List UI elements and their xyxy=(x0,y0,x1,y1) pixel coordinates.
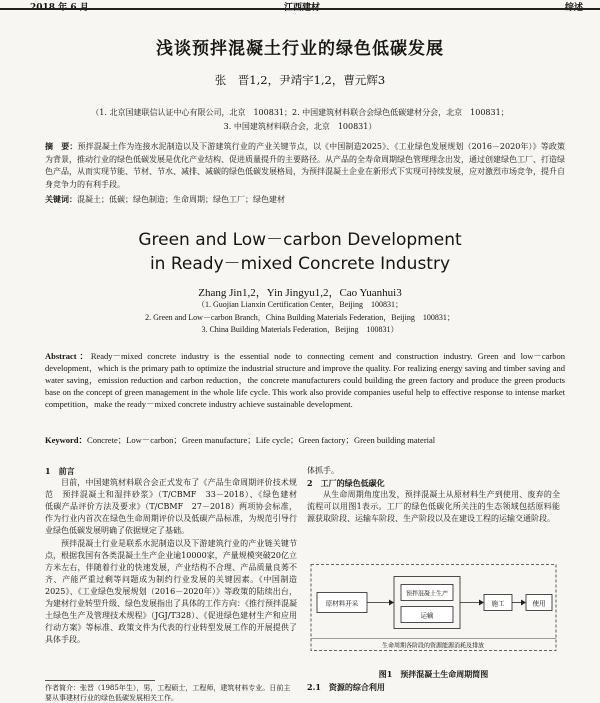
abstract-text: Ready－mixed concrete industry is the essential node to connecting cement and construction industry. Green and low－carbon development，which is the primary path to optimize the industrial structure and improve the quality. For realizing energy saving and timber saving and water saving，emission reduction and carbon reduction，the concrete manufacturers could building the green factory and produce the green products base on the concept of green management in the whole life cycle. This work also provide companies useful help to effective response to intense market competition，make the ready－mixed concrete industry achieve sustainable development. xyxy=(45,351,565,409)
lifecycle-diagram xyxy=(307,555,560,680)
keywords-label: Keyword： xyxy=(45,435,88,445)
affiliation-line: 3. China Building Materials Federation，Beijing 100831） xyxy=(201,325,399,334)
running-header-date xyxy=(30,0,89,13)
header-rule xyxy=(0,8,600,10)
section-heading: 2 工厂的绿色低碳化 xyxy=(307,478,385,489)
affiliation-line: 2. Green and Low－carbon Branch，China Building Materials Federation，Beijing 100831； xyxy=(145,312,455,322)
affiliation-line: （1. Guojian Lianxin Certification Center，Beijing 100831； xyxy=(197,300,403,309)
label-raw-materials: 原材料开采 xyxy=(325,599,359,608)
affiliations-chinese xyxy=(60,106,540,134)
label-use: 使用 xyxy=(532,599,546,608)
authors-english: Zhang Jin1,2，Yin Jingyu1,2，Cao Yuanhui3 xyxy=(198,287,402,299)
affiliation-line: （1. 北京国建联信认证中心有限公司，北京 100831；2. 中国建筑材料联合会绿色低碳建材分会，北京 100831； xyxy=(91,108,509,117)
abstract-text: 预拌混凝土作为连接水泥制造以及下游建筑行业的产业关键节点，以《中国制造2025》、《工业绿色发展规划（2016－2020年）》等政策为背景，推动行业的绿色低碳发展是优化产业结构、促进质量提升的主要路径。从产品的全寿命周期绿色管理理念出发，通过创建绿色工厂、打造绿色产品，从而实现节能、节材、节水、减排、减碳的绿色低碳发展格局，为预拌混凝土企业在新形式下实现可持续发展，应对激烈市场竞争，提升自身竞争力的有利手段。 xyxy=(45,142,566,189)
abstract-english xyxy=(45,350,565,410)
body-paragraph: 目前，中国建筑材料联合会正式发布了《产品生命周期评价技术规范 预拌混凝土和湿拌砂浆》（T/CBMF 33－2018）、《绿色建材 低碳产品评价方法及要求》（T/CBMF 27－2018）两项协会标准，作为行业内首次在绿色生命周期评价以及低碳产品标准，为规范引导行业绿色低碳发展明确了依据规定了基础。 xyxy=(45,478,305,536)
subsection-heading: 2.1 资源的综合利用 xyxy=(307,682,385,692)
body-left-column xyxy=(45,465,305,646)
abstract-label: Abstract： xyxy=(45,351,91,361)
body-paragraph: 预拌混凝土行业是联系水泥制造以及下游建筑行业的产业链关键节点，根据我国有各类混凝土生产企业逾10000家，产量规模突破20亿立方米左右，伴随着行业的快速发展，产业结构不合理、产品质量良莠不齐、产能严重过剩等问题成为制约行业发展的关键因素。《中国制造2025》、《工业绿色发展规划（2016－2020年）》等政策的陆续出台，为建材行业转型升级、绿色发展指出了具体的工作方向：《推行预拌混凝土绿色生产及管理技术规程》（JGJ/T328）、《促进绿色建材生产和应用行动方案》等标准、政策文件为代表的行业转型发展工作的开展提供了具体手段。 xyxy=(45,538,297,645)
body-paragraph: 体抓手。 xyxy=(307,466,339,475)
label-transport: 运输 xyxy=(420,611,434,620)
arrow-1-head xyxy=(389,600,394,606)
arrow-3-head xyxy=(521,600,526,606)
authors-chinese: 张 晋1,2，尹靖宇1,2，曹元辉3 xyxy=(214,73,386,87)
title-english xyxy=(0,228,600,276)
body-paragraph: 从生命周期角度出发，预拌混凝土从原材料生产到使用、废弃的全流程可以用图1表示。工厂的绿色低碳化所关注的生态领域包括原料能源获取阶段、运输车阶段、生产阶段以及在建设工程的运输交通阶段。 xyxy=(307,490,560,524)
keywords-chinese xyxy=(45,193,565,207)
title-english-line: in Ready－mixed Concrete Industry xyxy=(149,254,451,274)
body-right-column-lower xyxy=(307,681,560,693)
footnote: 作者简介：张晋（1985年生），男，工程硕士，工程师，建筑材料专业。日前主要从事建材行业的绿色低碳发展相关工作。 xyxy=(45,684,291,702)
abstract-label: 摘 要： xyxy=(45,141,78,151)
affiliations-english xyxy=(40,299,560,337)
label-production: 预拌混凝土生产 xyxy=(405,590,449,598)
title-english-line: Green and Low－carbon Development xyxy=(138,230,462,250)
title-chinese: 浅谈预拌混凝土行业的绿色低碳发展 xyxy=(156,39,444,59)
keywords-label: 关键词： xyxy=(45,194,77,204)
keywords-text: 混凝土；低碳；绿色制造；生命周期；绿色工厂；绿色建材 xyxy=(77,195,285,204)
keywords-english xyxy=(45,434,565,446)
figure-caption: 图1 预拌混凝土生命周期简图 xyxy=(378,669,489,679)
running-header-journal xyxy=(284,0,320,13)
label-construction: 施工 xyxy=(491,599,505,608)
footnote-rule xyxy=(45,680,155,681)
section-heading: 1 前言 xyxy=(45,466,75,476)
running-header-section xyxy=(565,0,583,13)
body-right-column xyxy=(307,465,560,525)
keywords-text: Concrete；Low－carbon；Green manufacture；Life cycle；Green factory；Green building material xyxy=(87,435,436,445)
affiliation-line: 3. 中国建筑材料联合会，北京 100831） xyxy=(223,122,377,131)
arrow-2-head xyxy=(479,600,484,606)
abstract-chinese xyxy=(45,140,565,191)
label-bottom-strip: 生命周期各阶段的资源能源消耗及排放 xyxy=(381,642,485,650)
